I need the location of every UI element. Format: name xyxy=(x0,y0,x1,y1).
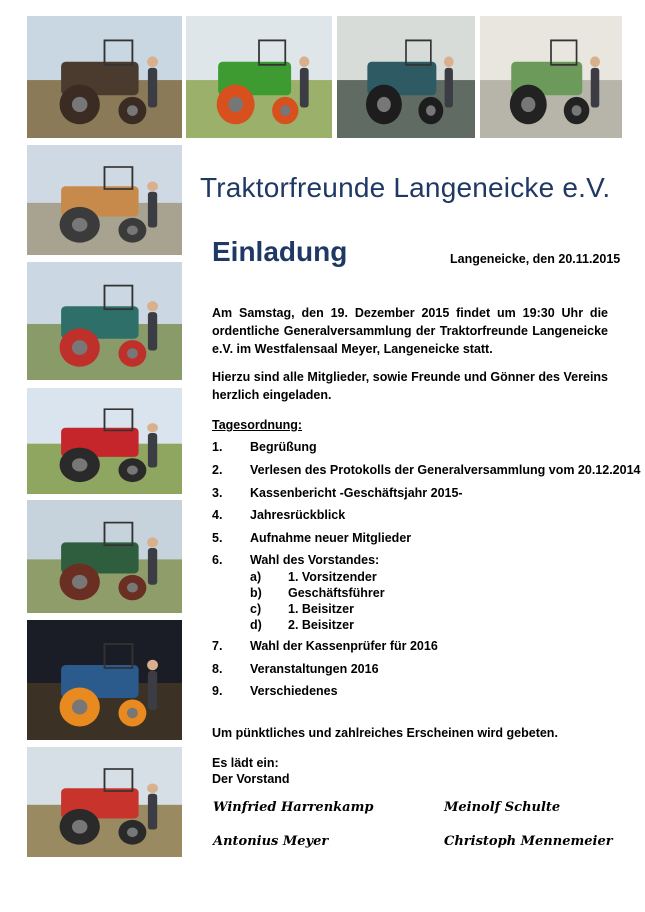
photo-hub xyxy=(72,575,88,589)
photo-hub xyxy=(377,97,391,112)
inviter-board: Der Vorstand xyxy=(212,772,290,786)
photo-person xyxy=(148,671,157,710)
vintage-tractor-photo xyxy=(27,16,182,138)
photo-person xyxy=(148,68,157,108)
green-tractor-photo xyxy=(186,16,332,138)
photo-person-head xyxy=(147,181,158,191)
photo-hub xyxy=(426,105,436,116)
photo-person-head xyxy=(147,423,158,432)
photo-hub xyxy=(521,97,535,112)
photo-hub xyxy=(72,97,88,112)
group-trailer-photo xyxy=(27,145,182,255)
blue-tractor-photo xyxy=(337,16,475,138)
photo-person-head xyxy=(147,301,158,311)
page-title: Traktorfreunde Langeneicke e.V. xyxy=(200,172,611,203)
photo-hub xyxy=(572,105,582,116)
photo-person xyxy=(148,192,157,228)
photo-hub xyxy=(127,827,138,837)
photo-person-head xyxy=(590,56,600,67)
photo-hub xyxy=(127,348,138,358)
inviter-line: Es lädt ein: xyxy=(212,756,279,770)
agenda-title: Tagesordnung: xyxy=(212,418,303,432)
green-tractor-yard-photo xyxy=(480,16,622,138)
vw-bus-photo xyxy=(27,500,182,613)
signature: Antonius Meyer xyxy=(213,834,329,849)
photo-person xyxy=(148,433,157,467)
photo-hub xyxy=(72,218,88,232)
photo-hub xyxy=(72,700,88,715)
photo-person-head xyxy=(299,56,309,67)
red-tractor-photo xyxy=(27,388,182,494)
teal-tractor-photo xyxy=(27,262,182,380)
photo-person xyxy=(148,548,157,585)
photo-person-head xyxy=(147,660,158,671)
signature: Winfried Harrenkamp xyxy=(213,800,374,815)
photo-person xyxy=(148,312,157,350)
photo-hub xyxy=(127,708,138,719)
photo-hub xyxy=(127,466,138,475)
photo-hub xyxy=(72,458,88,471)
photo-person-head xyxy=(147,56,158,67)
photo-person-head xyxy=(147,537,158,547)
workshop-photo xyxy=(27,620,182,740)
photo-person xyxy=(591,68,600,108)
closing-text: Um pünktliches und zahlreiches Erscheinen wird gebeten. xyxy=(212,726,558,740)
signature: Meinolf Schulte xyxy=(444,800,561,815)
photo-hub xyxy=(127,225,138,235)
photo-person xyxy=(300,68,309,108)
photo-person xyxy=(148,794,157,830)
letter-heading: Einladung xyxy=(212,236,348,267)
welcome-paragraph: Hierzu sind alle Mitglieder, sowie Freunde und Gönner des Vereins herzlich eingeladen. xyxy=(212,370,608,402)
photo-hub xyxy=(72,340,88,355)
photo-hub xyxy=(280,105,290,116)
invitation-paragraph: Am Samstag, den 19. Dezember 2015 findet um 19:30 Uhr die ordentliche Generalversammlung der Traktorfreunde Langeneicke e.V. im Westfalensaal Meyer, Langeneicke statt. xyxy=(212,306,608,356)
photo-person xyxy=(445,68,453,108)
photo-hub xyxy=(228,97,243,112)
letter-date: Langeneicke, den 20.11.2015 xyxy=(450,252,621,266)
photo-hub xyxy=(72,820,88,834)
field-tractor-photo xyxy=(27,747,182,857)
signature: Christoph Mennemeier xyxy=(444,834,613,849)
photo-person-head xyxy=(444,56,454,67)
photo-person-head xyxy=(147,783,158,793)
photo-hub xyxy=(127,105,138,116)
photo-hub xyxy=(127,583,138,593)
